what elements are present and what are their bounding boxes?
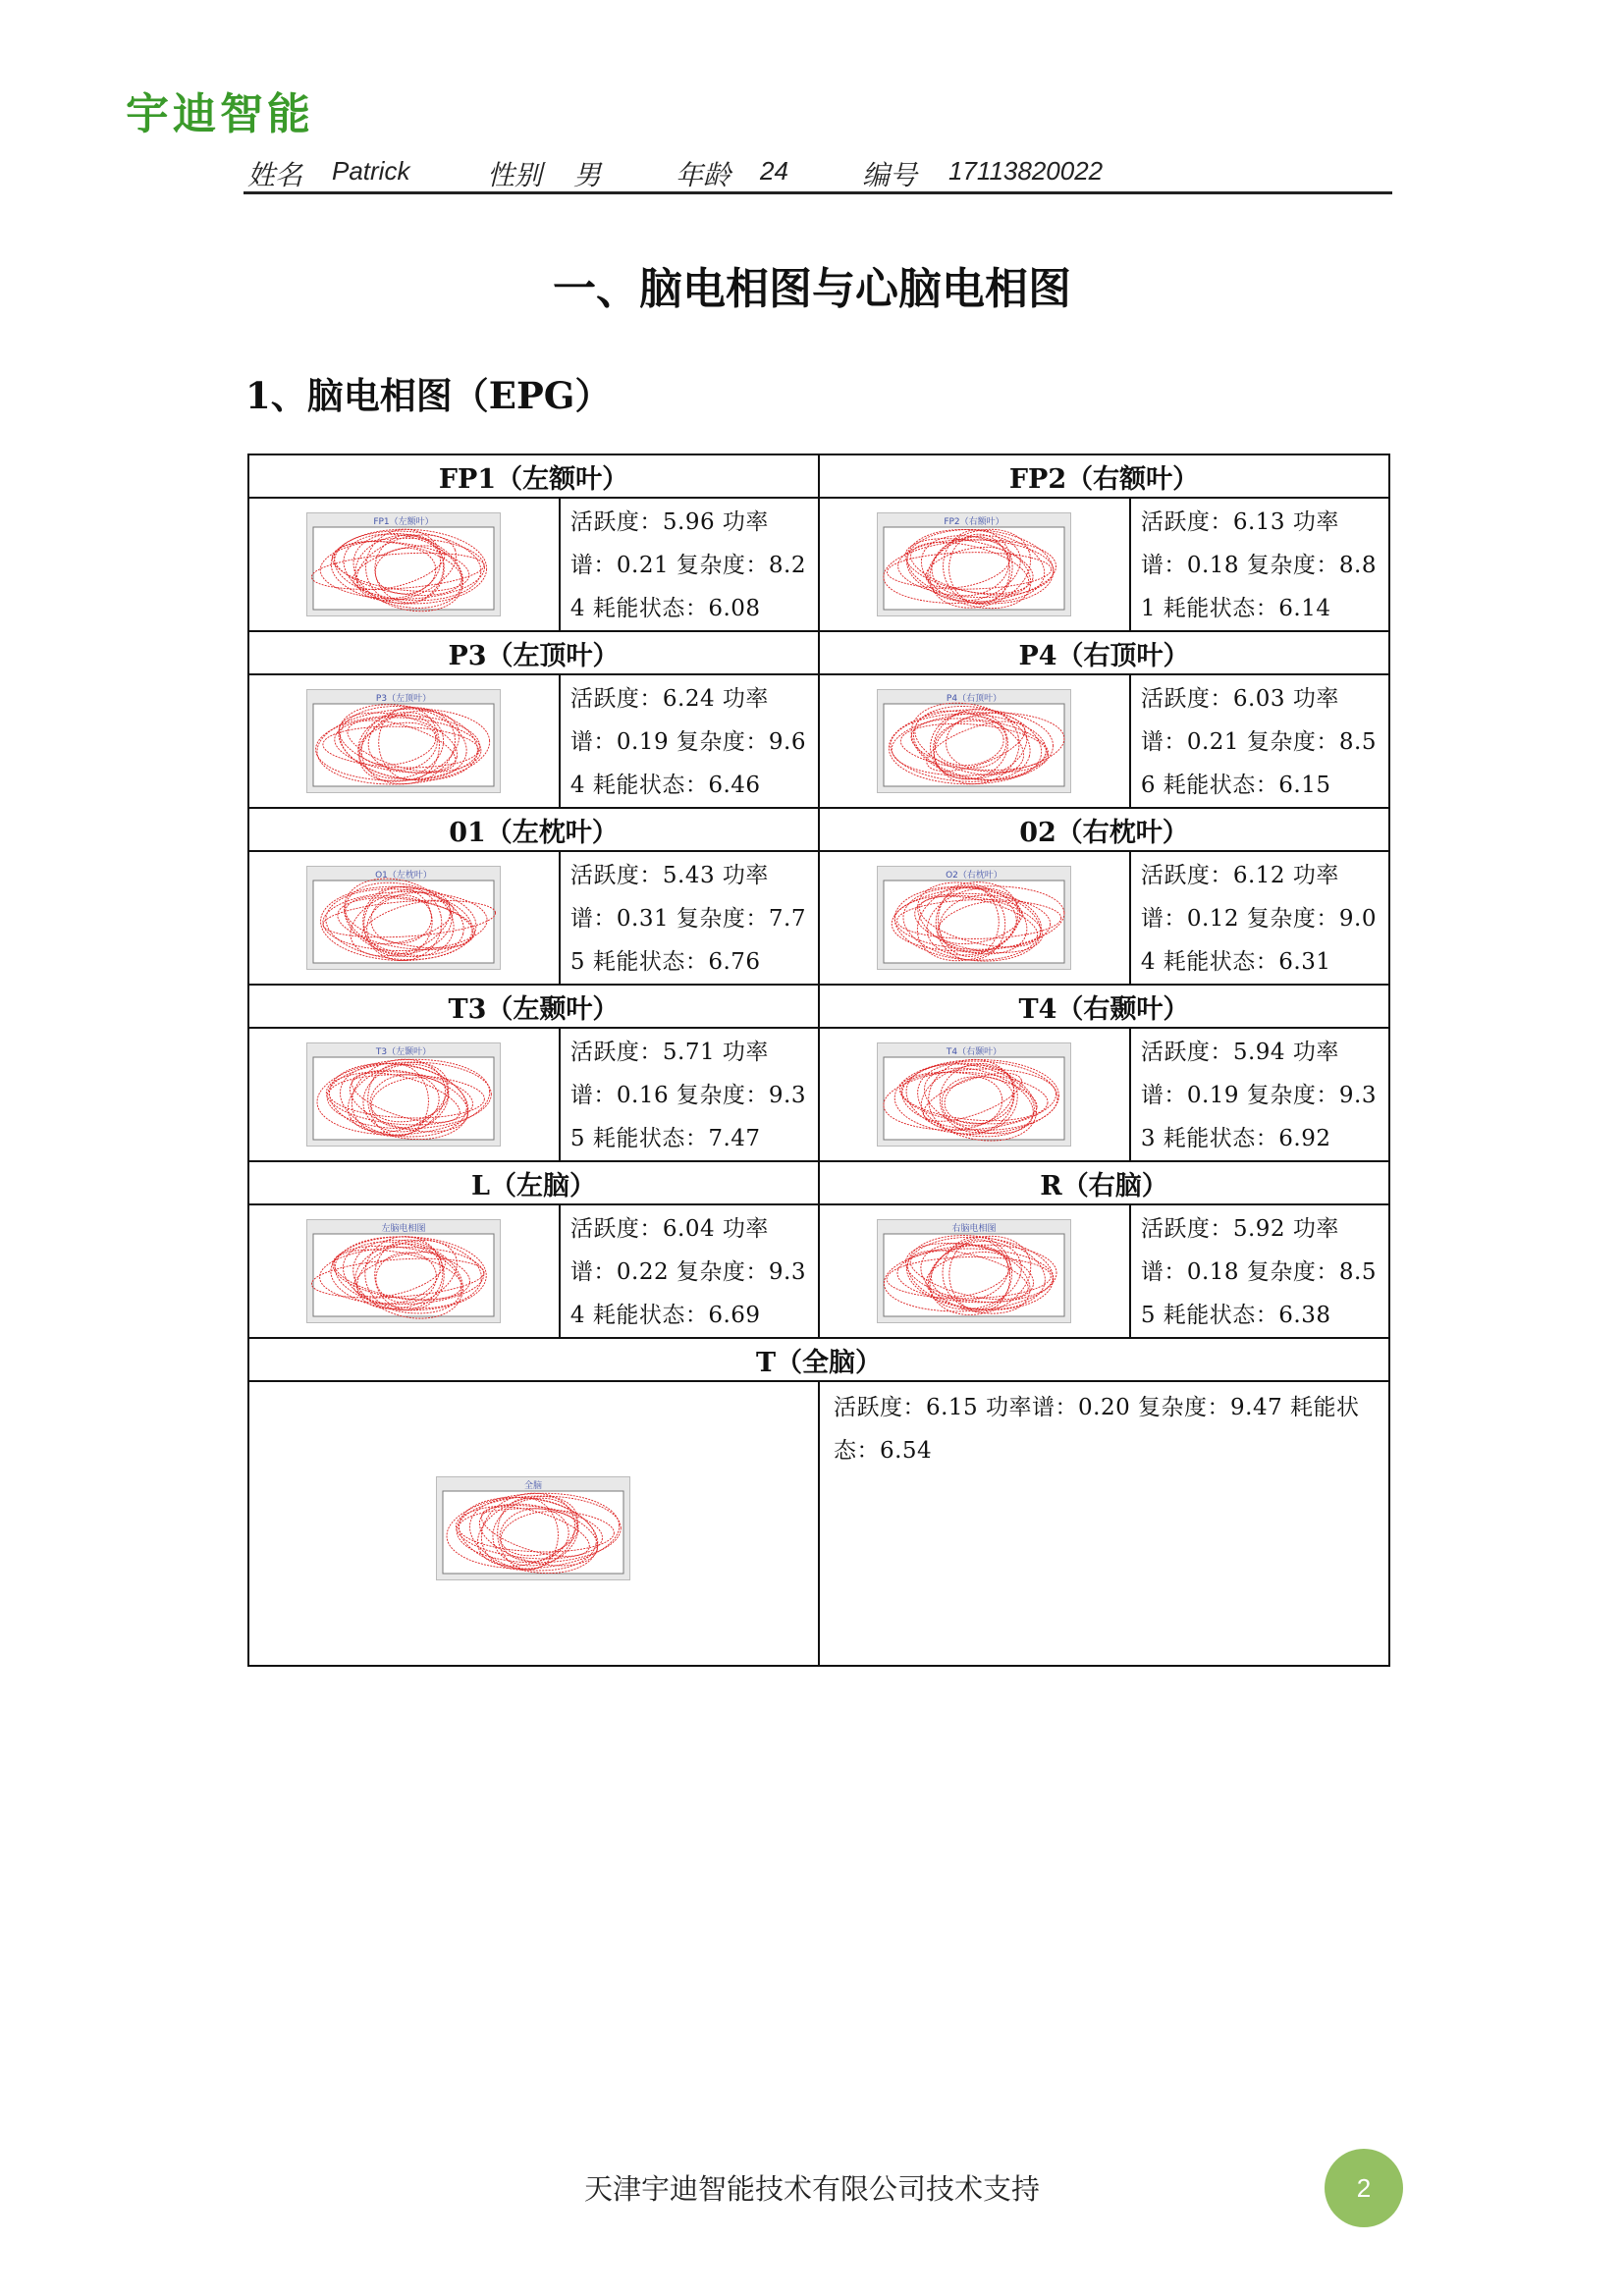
region-header: R（右脑） <box>819 1161 1389 1204</box>
id-label: 编号 <box>862 160 918 190</box>
region-header: P3（左顶叶） <box>248 631 819 674</box>
region-metrics-text: 活跃度：5.92 功率谱：0.18 复杂度：8.55 耗能状态：6.38 <box>1140 1216 1377 1328</box>
epg-table <box>247 454 1390 1667</box>
phase-portrait-figure <box>306 512 501 616</box>
region-image-cell <box>248 1028 560 1161</box>
total-metrics-text: 活跃度：6.15 功率谱：0.20 复杂度：9.47 耗能状态：6.54 <box>833 1395 1360 1464</box>
region-header: T4（右颞叶） <box>819 985 1389 1028</box>
region-metrics-text: 活跃度：5.96 功率谱：0.21 复杂度：8.24 耗能状态：6.08 <box>569 509 806 621</box>
region-image-cell <box>248 1204 560 1338</box>
region-metrics-text: 活跃度：6.03 功率谱：0.21 复杂度：8.56 耗能状态：6.15 <box>1140 686 1377 798</box>
content-row <box>248 498 1389 631</box>
phase-portrait-figure <box>877 866 1071 970</box>
phase-portrait-figure <box>436 1476 630 1580</box>
figure-caption: 全脑 <box>524 1481 543 1491</box>
figure-caption: P3（左顶叶） <box>376 694 432 704</box>
figure-caption: FP1（左额叶） <box>373 517 435 527</box>
plot-frame <box>443 1491 623 1574</box>
phase-portrait-figure <box>877 1219 1071 1323</box>
content-row <box>248 851 1389 985</box>
figure-caption: 左脑电相图 <box>381 1224 426 1234</box>
content-row <box>248 1028 1389 1161</box>
name-label: 姓名 <box>247 160 303 190</box>
region-image-cell <box>248 674 560 808</box>
region-header: L（左脑） <box>248 1161 819 1204</box>
figure-caption: T3（左颞叶） <box>376 1047 432 1057</box>
age-label: 年龄 <box>676 160 731 190</box>
region-metrics-text: 活跃度：5.71 功率谱：0.16 复杂度：9.35 耗能状态：7.47 <box>569 1040 806 1151</box>
region-image-cell <box>819 1204 1130 1338</box>
plot-frame <box>884 1234 1064 1316</box>
region-metrics-cell <box>1130 851 1389 985</box>
plot-frame <box>313 1057 494 1140</box>
plot-frame <box>884 704 1064 786</box>
phase-portrait-figure <box>306 1219 501 1323</box>
region-metrics-text: 活跃度：5.94 功率谱：0.19 复杂度：9.33 耗能状态：6.92 <box>1140 1040 1377 1151</box>
gender-label: 性别 <box>487 160 543 190</box>
header-row <box>248 808 1389 851</box>
region-image-cell <box>819 674 1130 808</box>
region-image-cell <box>819 1028 1130 1161</box>
header-row <box>248 631 1389 674</box>
region-header: P4（右顶叶） <box>819 631 1389 674</box>
region-image-cell <box>819 851 1130 985</box>
gender-value: 男 <box>573 160 602 190</box>
region-metrics-text: 活跃度：6.12 功率谱：0.12 复杂度：9.04 耗能状态：6.31 <box>1140 863 1377 975</box>
region-metrics-cell <box>1130 1204 1389 1338</box>
figure-caption: O1（左枕叶） <box>375 871 433 881</box>
region-image-cell <box>248 851 560 985</box>
footer: 天津宇迪智能技术有限公司技术支持 <box>583 2172 1040 2206</box>
header-row <box>248 985 1389 1028</box>
age-value: 24 <box>760 156 788 186</box>
region-metrics-cell <box>560 674 819 808</box>
phase-portrait-figure <box>306 689 501 793</box>
region-metrics-cell <box>1130 1028 1389 1161</box>
figure-caption: T4（右颞叶） <box>947 1047 1002 1057</box>
region-image-cell <box>819 498 1130 631</box>
content-row <box>248 674 1389 808</box>
section-title: 1、脑电相图（EPG） <box>245 374 612 417</box>
content-row <box>248 1204 1389 1338</box>
region-metrics-cell <box>560 498 819 631</box>
region-metrics-cell <box>1130 674 1389 808</box>
figure-caption: FP2（右额叶） <box>944 517 1005 527</box>
header-row <box>248 1161 1389 1204</box>
region-metrics-cell <box>1130 498 1389 631</box>
id-value: 17113820022 <box>948 156 1104 186</box>
phase-portrait-figure <box>306 866 501 970</box>
phase-portrait-figure <box>877 512 1071 616</box>
name-value: Patrick <box>332 156 410 186</box>
region-metrics-cell <box>560 1028 819 1161</box>
region-metrics-text: 活跃度：6.13 功率谱：0.18 复杂度：8.81 耗能状态：6.14 <box>1140 509 1377 621</box>
region-metrics-text: 活跃度：6.04 功率谱：0.22 复杂度：9.34 耗能状态：6.69 <box>569 1216 806 1328</box>
phase-portrait-figure <box>877 689 1071 793</box>
region-header: T3（左颞叶） <box>248 985 819 1028</box>
figure-caption: O2（右枕叶） <box>946 871 1003 881</box>
page-title: 一、脑电相图与心脑电相图 <box>553 264 1071 314</box>
total-metrics-cell <box>819 1381 1389 1666</box>
page-number-badge: 2 <box>1325 2149 1403 2227</box>
region-metrics-cell <box>560 1204 819 1338</box>
region-metrics-cell <box>560 851 819 985</box>
region-metrics-text: 活跃度：6.24 功率谱：0.19 复杂度：9.64 耗能状态：6.46 <box>569 686 806 798</box>
patient-info-bar <box>244 152 1392 194</box>
region-image-cell <box>248 498 560 631</box>
figure-caption: P4（右顶叶） <box>947 694 1002 704</box>
phase-portrait-figure <box>306 1042 501 1147</box>
region-header: 02（右枕叶） <box>819 808 1389 851</box>
region-header: 01（左枕叶） <box>248 808 819 851</box>
region-header: FP1（左额叶） <box>248 454 819 498</box>
total-image-cell <box>248 1381 819 1666</box>
total-header-row <box>248 1338 1389 1381</box>
region-header: FP2（右额叶） <box>819 454 1389 498</box>
total-content-row <box>248 1381 1389 1666</box>
phase-portrait-figure <box>877 1042 1071 1147</box>
brand-logo: 宇迪智能 <box>126 89 314 139</box>
total-header: T（全脑） <box>248 1338 1389 1381</box>
region-metrics-text: 活跃度：5.43 功率谱：0.31 复杂度：7.75 耗能状态：6.76 <box>569 863 806 975</box>
figure-caption: 右脑电相图 <box>951 1224 997 1234</box>
header-row <box>248 454 1389 498</box>
